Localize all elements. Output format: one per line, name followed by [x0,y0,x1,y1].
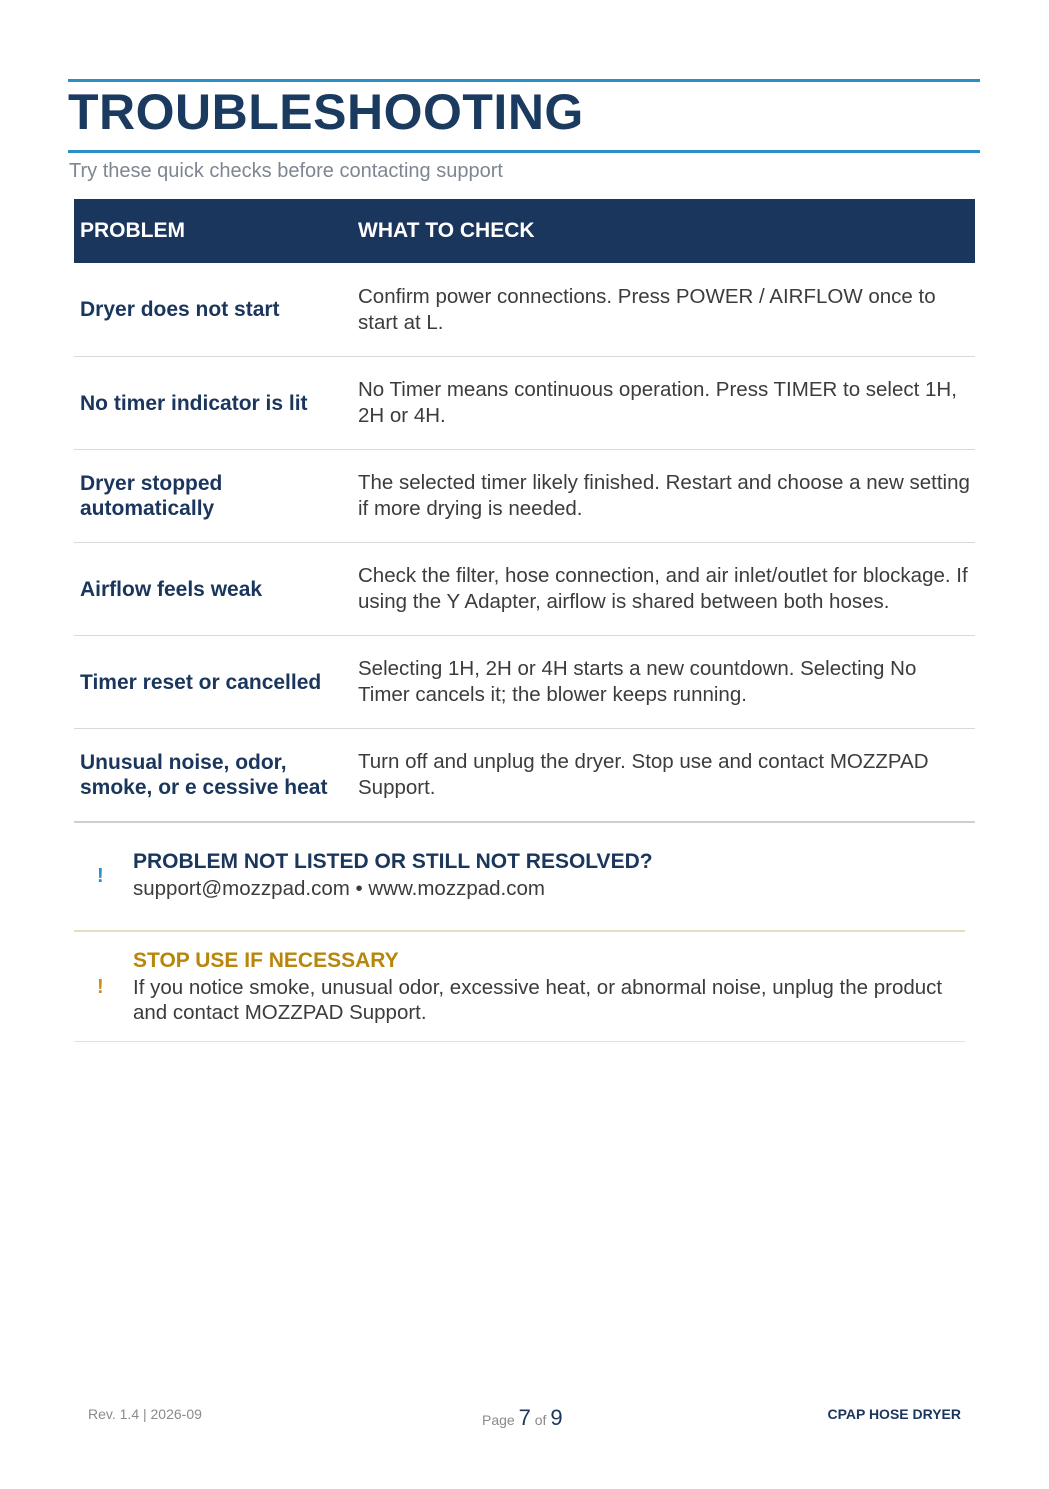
support-callout [74,840,965,932]
header-bottom-rule [68,150,980,153]
check-cell: Turn off and unplug the dryer. Stop use and contact MOZZPAD Support. [358,750,929,799]
problem-cell: Timer reset or cancelled [80,670,322,694]
troubleshooting-table [74,199,975,823]
header-top-rule [68,79,980,82]
problem-cell: Unusual noise, odor, smoke, or e cessive heat [80,751,328,799]
problem-cell: Airflow feels weak [80,577,263,601]
support-callout-heading: PROBLEM NOT LISTED OR STILL NOT RESOLVED? [133,850,653,873]
check-cell: Check the filter, hose connection, and air inlet/outlet for blockage. If using the Y Adapter, airflow is shared between both hoses. [358,564,968,613]
page-title: TROUBLESHOOTING [68,84,584,140]
table-row [74,357,975,450]
page-current: 7 [518,1405,531,1430]
page-word: Page [482,1412,515,1428]
table-row [74,543,975,636]
warning-callout [74,931,965,1042]
footer-revision: Rev. 1.4 | 2026-09 [88,1406,202,1422]
of-word: of [534,1412,547,1428]
check-cell: Confirm power connections. Press POWER / AIRFLOW once to start at L. [358,284,936,334]
problem-cell: No timer indicator is lit [80,391,308,415]
check-cell: No Timer means continuous operation. Press TIMER to select 1H, 2H or 4H. [358,378,957,427]
support-contact-links[interactable]: support@mozzpad.com • www.mozzpad.com [133,877,545,900]
column-header-check: WHAT TO CHECK [358,219,535,242]
footer-product-name: CPAP HOSE DRYER [827,1406,961,1422]
warning-exclamation-icon: ! [97,976,104,998]
warning-callout-body: If you notice smoke, unusual odor, excessive heat, or abnormal noise, unplug the product and contact MOZZPAD Support. [133,976,943,1024]
page-total: 9 [550,1405,563,1430]
page-subtitle: Try these quick checks before contacting support [69,160,503,182]
footer-page-number [482,1405,563,1431]
check-cell: The selected timer likely finished. Restart and choose a new setting if more drying is needed. [358,471,970,520]
table-row [74,263,975,357]
check-cell: Selecting 1H, 2H or 4H starts a new countdown. Selecting No Timer cancels it; the blower keeps running. [358,657,917,706]
column-header-problem: PROBLEM [80,219,185,242]
table-header [74,199,975,263]
problem-cell: Dryer stopped automatically [80,472,223,520]
warning-callout-heading: STOP USE IF NECESSARY [133,949,399,972]
table-row [74,729,975,823]
table-row [74,450,975,543]
exclamation-icon: ! [97,865,104,887]
table-row [74,636,975,729]
problem-cell: Dryer does not start [80,298,280,321]
